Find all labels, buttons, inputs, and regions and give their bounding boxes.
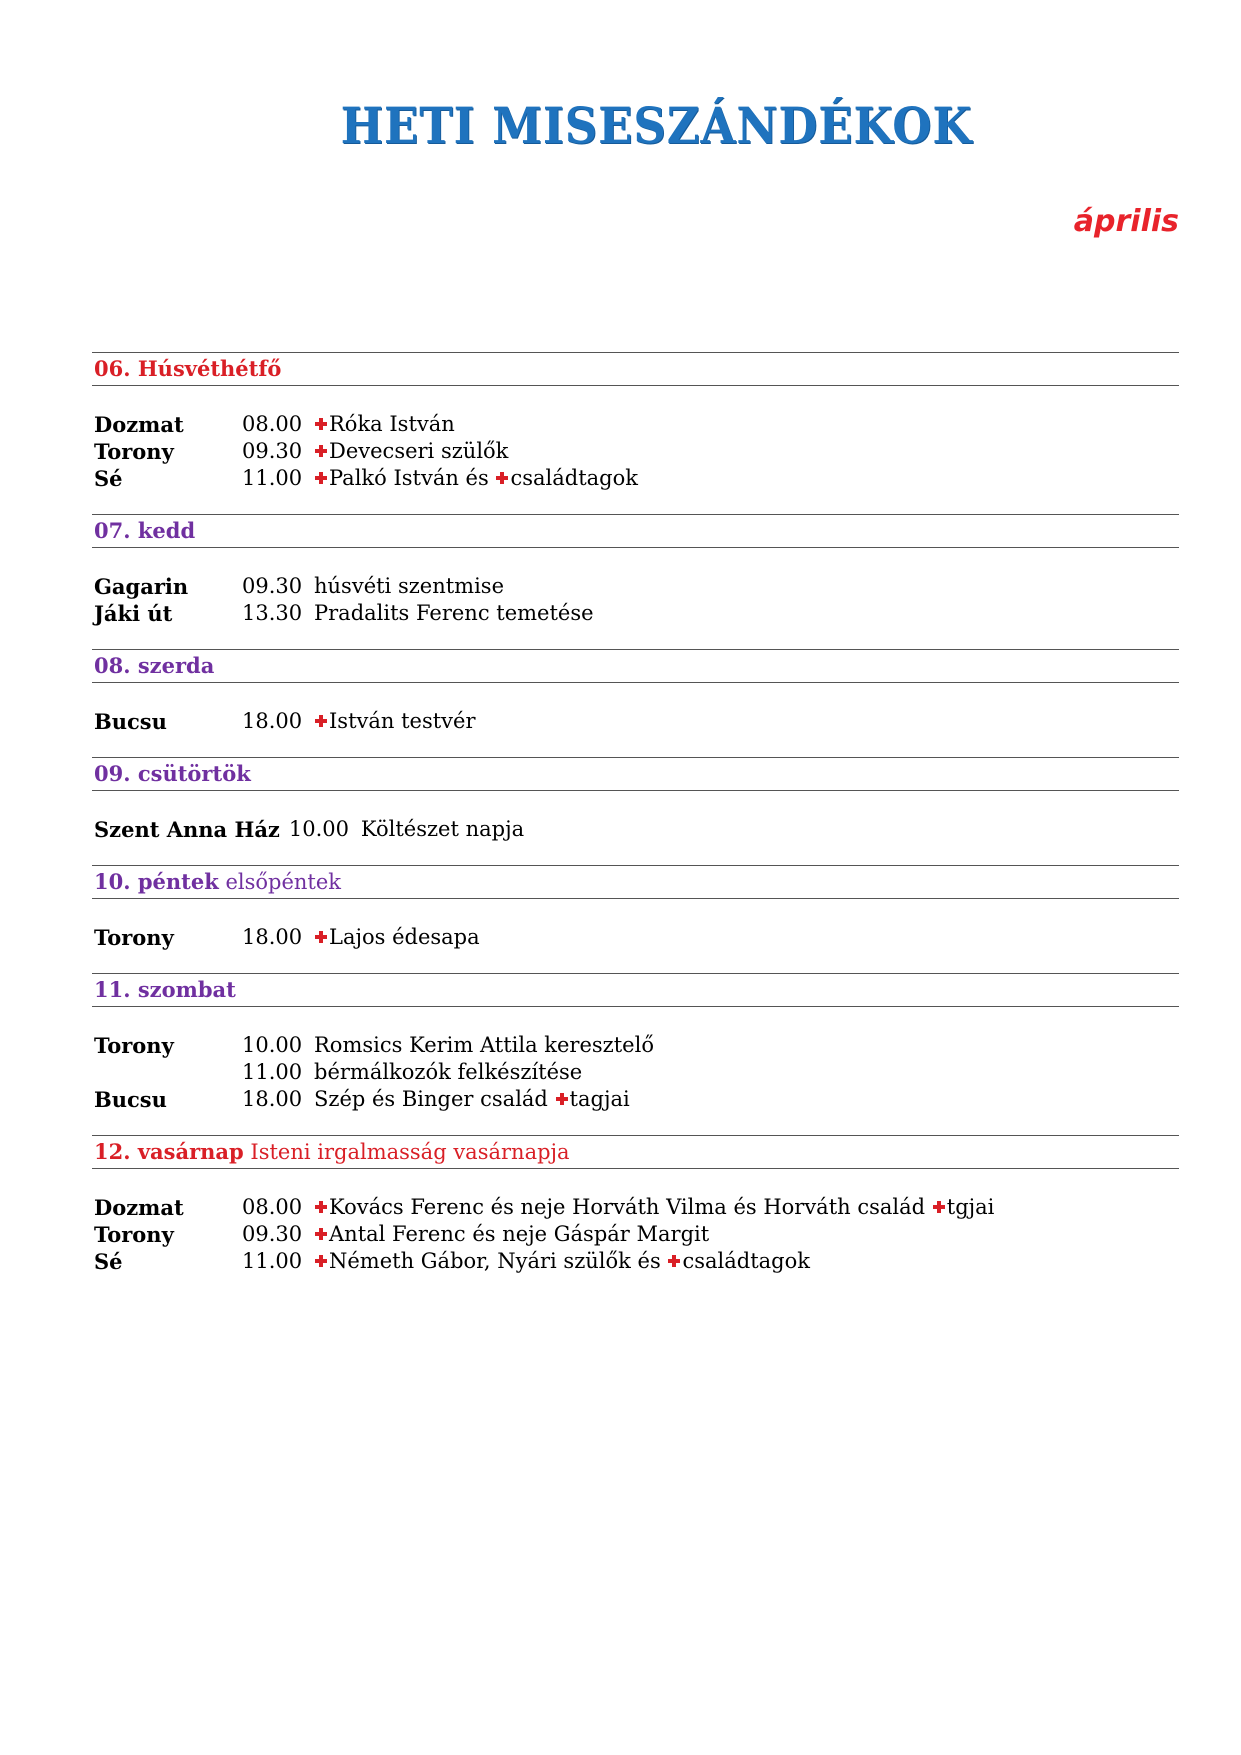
mass-time: 13.30	[242, 601, 303, 625]
cross-icon	[315, 1255, 327, 1267]
day-header	[92, 352, 1179, 386]
mass-intention: Romsics Kerim Attila keresztelő	[314, 1033, 654, 1057]
mass-time: 18.00	[242, 925, 303, 949]
mass-list	[92, 386, 1179, 514]
cross-icon	[933, 1201, 945, 1213]
mass-time: 18.00	[242, 1087, 303, 1111]
mass-location: Torony	[94, 439, 174, 464]
mass-time: 09.30	[242, 574, 303, 598]
mass-list	[92, 791, 1179, 865]
mass-location: Sé	[94, 466, 123, 491]
mass-intention: Költészet napja	[360, 817, 525, 841]
mass-entry	[92, 924, 1179, 951]
schedule	[92, 352, 1179, 1297]
mass-time: 09.30	[242, 439, 303, 463]
mass-entry	[92, 1032, 1179, 1059]
mass-location: Gagarin	[94, 574, 189, 599]
mass-location: Jáki út	[94, 601, 173, 626]
mass-entry	[92, 600, 1179, 627]
mass-time: 08.00	[242, 412, 303, 436]
day-feast: Isteni irgalmasság vasárnapja	[250, 1140, 570, 1164]
mass-entry	[92, 816, 1179, 843]
day-name: 06. Húsvéthétfő	[94, 356, 282, 381]
day-feast: elsőpéntek	[225, 870, 342, 894]
mass-intention: Szép és Binger család tagjai	[314, 1087, 630, 1111]
mass-location: Dozmat	[94, 412, 184, 437]
mass-entry	[92, 438, 1179, 465]
cross-icon	[315, 472, 327, 484]
mass-time: 18.00	[242, 709, 303, 733]
mass-entry	[92, 465, 1179, 492]
mass-intention: Lajos édesapa	[314, 924, 480, 951]
mass-time: 10.00	[288, 817, 349, 841]
mass-location: Torony	[94, 1033, 174, 1058]
mass-location	[92, 1059, 242, 1086]
cross-icon	[315, 1228, 327, 1240]
mass-entry	[92, 1194, 1179, 1221]
mass-intention: István testvér	[314, 708, 476, 735]
mass-location: Szent Anna Ház	[94, 817, 280, 842]
cross-icon	[315, 445, 327, 457]
day-name: 11. szombat	[94, 977, 236, 1002]
mass-intention: Devecseri szülők	[314, 438, 508, 465]
cross-icon	[668, 1255, 680, 1267]
mass-time: 11.00	[242, 1060, 303, 1084]
day-header	[92, 514, 1179, 548]
mass-entry	[92, 708, 1179, 735]
cross-icon	[556, 1093, 568, 1105]
cross-icon	[496, 472, 508, 484]
mass-list	[92, 548, 1179, 649]
mass-intention: Pradalits Ferenc temetése	[314, 601, 594, 625]
mass-intention: húsvéti szentmise	[314, 574, 505, 598]
day-name: 12. vasárnap	[94, 1139, 244, 1164]
mass-intention: Palkó István és családtagok	[314, 465, 638, 492]
mass-time: 10.00	[242, 1033, 303, 1057]
mass-list	[92, 1007, 1179, 1135]
mass-entry	[92, 1059, 1179, 1086]
day-header	[92, 649, 1179, 683]
mass-intention: bérmálkozók felkészítése	[314, 1060, 583, 1084]
mass-location: Torony	[94, 1222, 174, 1247]
day-header	[92, 973, 1179, 1007]
mass-entry	[92, 573, 1179, 600]
cross-icon	[315, 715, 327, 727]
mass-location: Sé	[94, 1249, 123, 1274]
mass-time: 11.00	[242, 466, 303, 490]
mass-entry	[92, 1221, 1179, 1248]
page-title: HETI MISESZÁNDÉKOK	[340, 96, 973, 155]
cross-icon	[315, 418, 327, 430]
cross-icon	[315, 931, 327, 943]
mass-list	[92, 899, 1179, 973]
mass-intention: Németh Gábor, Nyári szülők és családtagok	[314, 1248, 810, 1275]
mass-list	[92, 1169, 1179, 1297]
mass-intention: Róka István	[314, 411, 455, 438]
mass-intention: Antal Ferenc és neje Gáspár Margit	[314, 1221, 709, 1248]
mass-entry	[92, 1086, 1179, 1113]
mass-entry	[92, 411, 1179, 438]
mass-location: Dozmat	[94, 1195, 184, 1220]
mass-entry	[92, 1248, 1179, 1275]
mass-location: Bucsu	[94, 709, 167, 734]
month-label: április	[1073, 204, 1179, 239]
mass-time: 08.00	[242, 1195, 303, 1219]
day-name: 07. kedd	[94, 518, 196, 543]
mass-location: Bucsu	[94, 1087, 167, 1112]
mass-list	[92, 683, 1179, 757]
mass-intention: Kovács Ferenc és neje Horváth Vilma és Horváth család tgjai	[314, 1194, 994, 1221]
day-name: 10. péntek	[94, 869, 219, 894]
mass-time: 11.00	[242, 1249, 303, 1273]
day-name: 09. csütörtök	[94, 761, 251, 786]
day-header	[92, 865, 1179, 899]
mass-time: 09.30	[242, 1222, 303, 1246]
mass-location: Torony	[94, 925, 174, 950]
day-header	[92, 1135, 1179, 1169]
cross-icon	[315, 1201, 327, 1213]
day-name: 08. szerda	[94, 653, 215, 678]
day-header	[92, 757, 1179, 791]
